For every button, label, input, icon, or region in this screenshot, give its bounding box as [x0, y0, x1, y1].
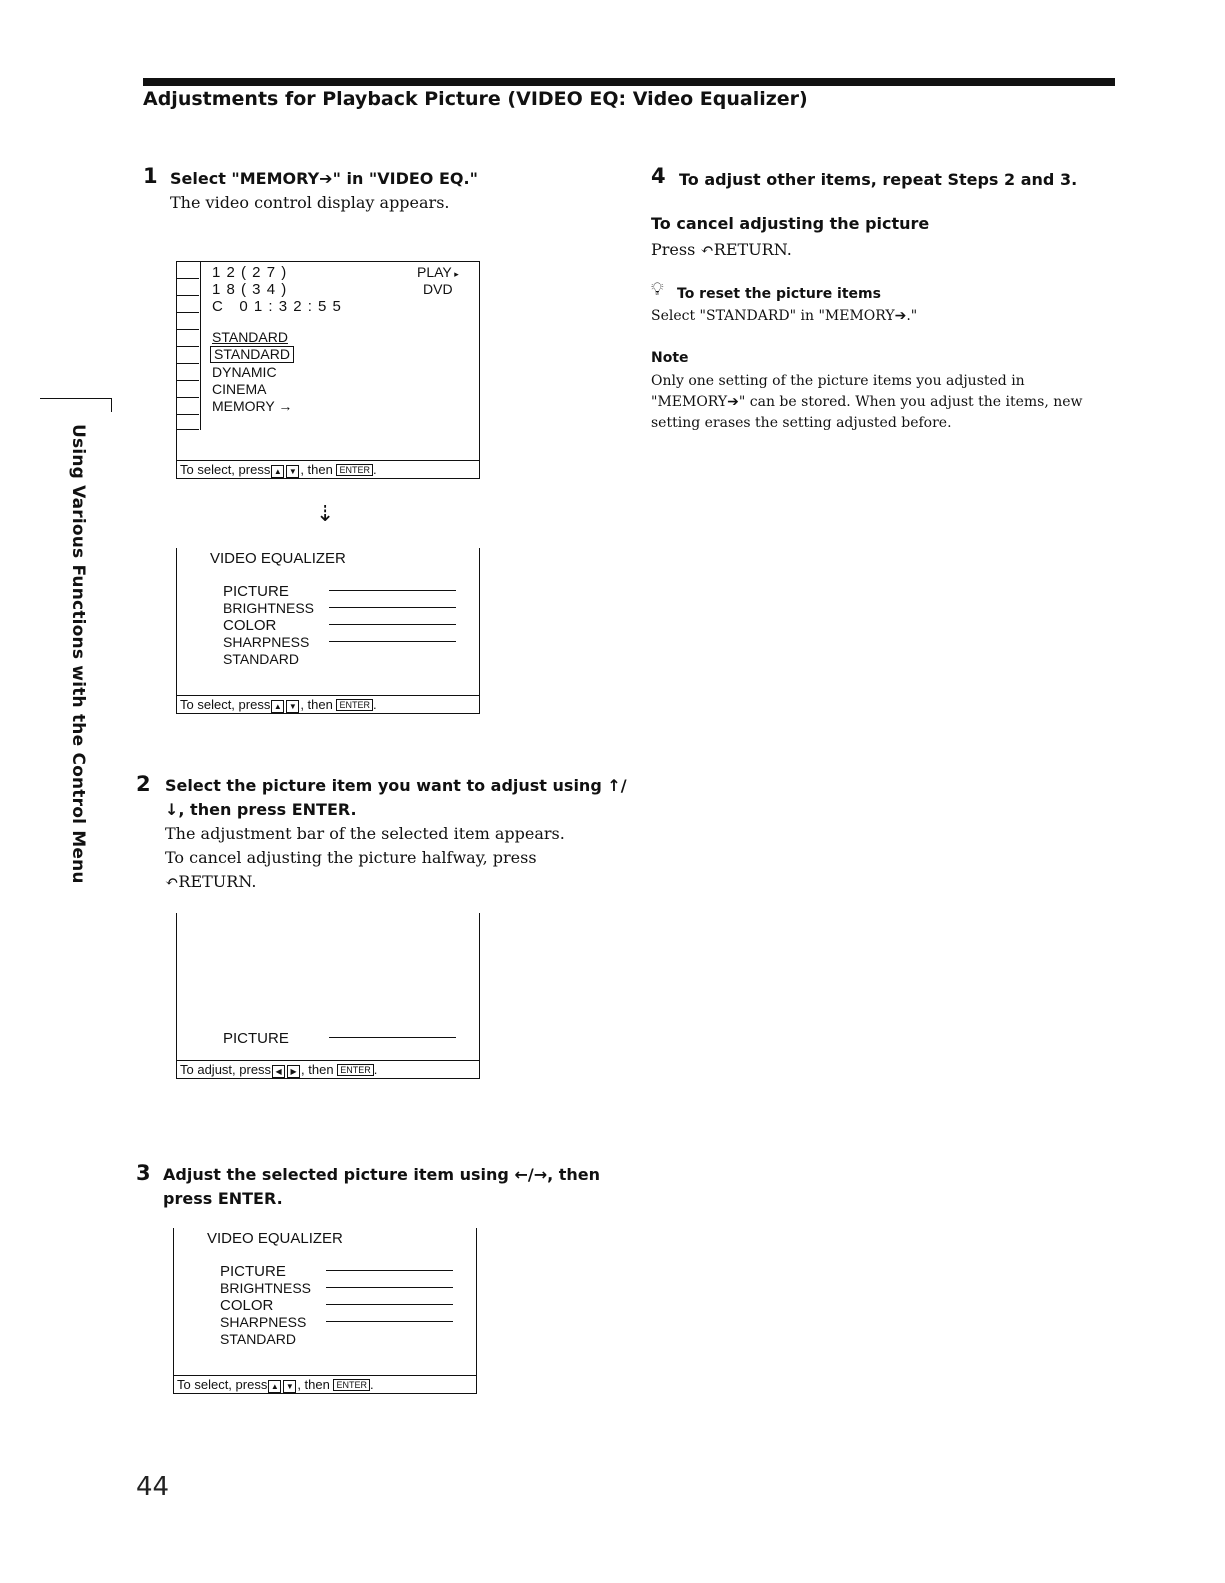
eq-item-sharpness[interactable]: SHARPNESS: [223, 634, 310, 650]
step-4-heading: To adjust other items, repeat Steps 2 and 3.: [679, 170, 1078, 189]
lightbulb-icon: 💡︎: [651, 279, 664, 300]
note-text: Only one setting of the picture items you adjusted in: [651, 373, 1025, 389]
step-4-number: 4: [651, 164, 666, 188]
down-key-icon: ▼: [286, 700, 299, 713]
step-2-text: The adjustment bar of the selected item appears.: [165, 824, 565, 843]
option-dynamic[interactable]: DYNAMIC: [212, 364, 277, 380]
down-key-icon: ▼: [283, 1380, 296, 1393]
step-2-heading-cont: ↓, then press ENTER.: [165, 800, 357, 819]
side-tab-rule: [40, 398, 112, 412]
eq-item-picture[interactable]: PICTURE: [223, 583, 289, 600]
note-heading: Note: [651, 350, 689, 366]
title-chapter-line: 1 8 ( 3 4 ): [212, 281, 288, 298]
page-number: 44: [136, 1472, 170, 1502]
menu-icon-column: [177, 262, 201, 430]
adjustment-bar-osd: [176, 913, 480, 1079]
eq-item-color[interactable]: COLOR: [220, 1297, 274, 1314]
disc-type: DVD: [423, 281, 453, 297]
eq-item-standard[interactable]: STANDARD: [223, 651, 299, 667]
header-rule: [143, 78, 1115, 86]
video-equalizer-osd: [176, 548, 480, 714]
page-title: Adjustments for Playback Picture (VIDEO EQ: Video Equalizer): [143, 88, 808, 110]
enter-key-icon: ENTER: [333, 1379, 370, 1391]
video-equalizer-osd: [173, 1228, 477, 1394]
step-2-heading: Select the picture item you want to adjust using ↑/: [165, 776, 627, 795]
play-status: PLAY ▸: [417, 264, 459, 280]
step-3-heading: Adjust the selected picture item using ←/→, then: [163, 1165, 601, 1184]
side-tab: [64, 424, 88, 884]
osd-footer: To adjust, press ◀ ▶ , then ENTER .: [177, 1060, 479, 1078]
left-key-icon: ◀: [272, 1065, 285, 1078]
step-2-text: To cancel adjusting the picture halfway, press: [165, 848, 537, 867]
adjustment-bar[interactable]: [329, 1037, 456, 1038]
step-1-number: 1: [143, 164, 158, 188]
down-key-icon: ▼: [286, 465, 299, 478]
time-counter: C 0 1 : 3 2 : 5 5: [212, 298, 342, 315]
title-chapter-line: 1 2 ( 2 7 ): [212, 264, 288, 281]
step-2-text: ↶RETURN.: [165, 872, 257, 891]
up-key-icon: ▲: [271, 700, 284, 713]
osd-footer: To select, press ▲ ▼ , then ENTER .: [177, 460, 479, 478]
current-setting: STANDARD: [212, 329, 288, 345]
side-tab-label: Using Various Functions with the Control Menu: [68, 424, 88, 884]
eq-item-picture[interactable]: PICTURE: [223, 1030, 289, 1047]
tip-text: Select "STANDARD" in "MEMORY➔.": [651, 308, 918, 324]
eq-item-standard[interactable]: STANDARD: [220, 1331, 296, 1347]
down-arrow-icon: ⇣: [316, 502, 335, 527]
tip-heading: To reset the picture items: [677, 286, 881, 302]
step-2-number: 2: [136, 772, 151, 796]
eq-item-brightness[interactable]: BRIGHTNESS: [220, 1280, 312, 1296]
eq-item-color[interactable]: COLOR: [223, 617, 277, 634]
cancel-heading: To cancel adjusting the picture: [651, 214, 930, 233]
up-key-icon: ▲: [271, 465, 284, 478]
note-text: "MEMORY➔" can be stored. When you adjust the items, new: [651, 394, 1083, 410]
step-1-heading: Select "MEMORY➔" in "VIDEO EQ.": [170, 169, 478, 188]
cancel-text: Press ↶RETURN.: [651, 240, 792, 259]
option-memory[interactable]: MEMORY →: [212, 398, 293, 414]
option-standard[interactable]: STANDARD: [210, 346, 294, 363]
step-3-number: 3: [136, 1161, 151, 1185]
step-1-text: The video control display appears.: [170, 193, 450, 212]
right-key-icon: ▶: [287, 1065, 300, 1078]
eq-item-sharpness[interactable]: SHARPNESS: [220, 1314, 307, 1330]
play-icon: ▸: [451, 269, 459, 279]
option-cinema[interactable]: CINEMA: [212, 381, 267, 397]
enter-key-icon: ENTER: [336, 464, 373, 476]
enter-key-icon: ENTER: [336, 699, 373, 711]
osd-footer: To select, press ▲ ▼ , then ENTER .: [174, 1375, 476, 1393]
osd-footer: To select, press ▲ ▼ , then ENTER .: [177, 695, 479, 713]
osd-title: VIDEO EQUALIZER: [207, 1230, 343, 1247]
step-3-heading-cont: press ENTER.: [163, 1189, 283, 1208]
control-display-osd: [176, 261, 480, 479]
eq-item-picture[interactable]: PICTURE: [220, 1263, 286, 1280]
enter-key-icon: ENTER: [337, 1064, 374, 1076]
osd-title: VIDEO EQUALIZER: [210, 550, 346, 567]
eq-item-brightness[interactable]: BRIGHTNESS: [223, 600, 315, 616]
up-key-icon: ▲: [268, 1380, 281, 1393]
note-text: setting erases the setting adjusted before.: [651, 415, 952, 431]
